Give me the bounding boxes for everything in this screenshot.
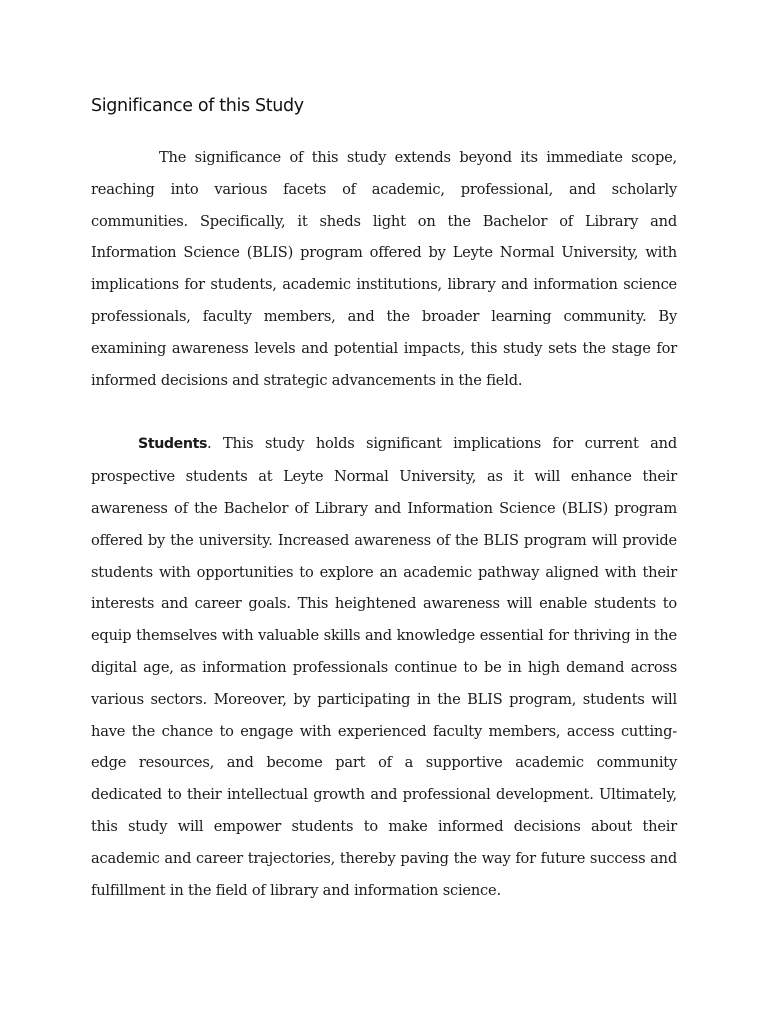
intro-paragraph: The significance of this study extends beyond its immediate scope, reaching into various facets of academic, professional, and scholarly communities. Specifically, it sheds light on the Bachelor of Library and Information Science (BLIS) program offered by Leyte Normal University, with implications for students, academic institutions, library and information science professionals, faculty members, and the broader learning community. By examining awareness levels and potential impacts, this study sets the stage for informed decisions and strategic advancements in the field. [91,149,677,389]
students-term: Students [138,436,208,453]
section-heading: Significance of this Study [91,96,304,116]
students-paragraph [91,428,677,906]
students-body: . This study holds significant implications for current and prospective students at Leyte Normal University, as it will enhance their awareness of the Bachelor of Library and Information Science (BLIS) program offered by the university. Increased awareness of the BLIS program will provide students with opportunities to explore an academic pathway aligned with their interests and career goals. This heightened awareness will enable students to equip themselves with valuable skills and knowledge essential for thriving in the digital age, as information professionals continue to be in high demand across various sectors. Moreover, by participating in the BLIS program, students will have the chance to engage with experienced faculty members, access cutting-edge resources, and become part of a supportive academic community dedicated to their intellectual growth and professional development. Ultimately, this study will empower students to make informed decisions about their academic and career trajectories, thereby paving the way for future success and fulfillment in the field of library and information science. [91,435,677,899]
document-body [91,92,677,906]
